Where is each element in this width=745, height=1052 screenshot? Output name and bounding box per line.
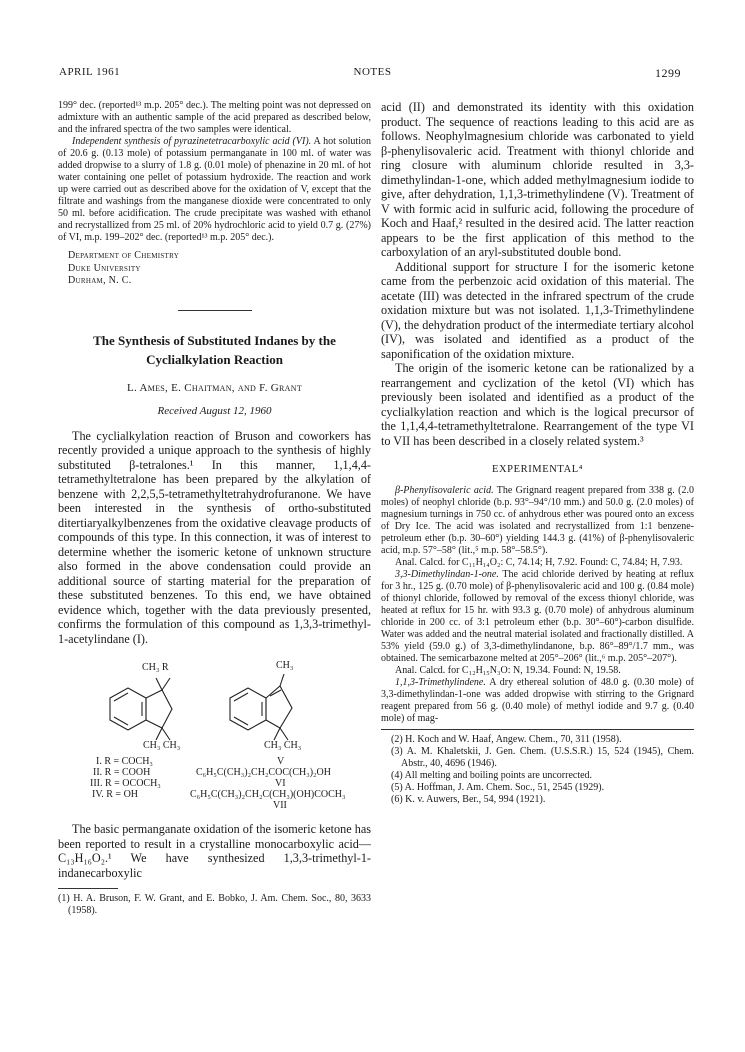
previous-article-text: 199° dec. (reported¹³ m.p. 205° dec.). The melting point was not depressed on admixture with an authentic sample of the acid prepared as described below, and the infrared spectra of the two samples were identical.	[58, 100, 371, 135]
article-title-line: The Synthesis of Substituted Indanes by the	[93, 332, 336, 348]
compound-label: III. R = OCOCH₃	[90, 778, 161, 789]
right-column	[381, 100, 694, 806]
received-date: Received August 12, 1960	[157, 404, 272, 417]
compound-label: I. R = COCH₃	[96, 756, 153, 767]
article-title	[58, 331, 371, 369]
affiliation-line: Durham, N. C.	[68, 275, 132, 286]
cyclopentene-ring-right	[266, 686, 292, 728]
experimental-entry-text: The acid chloride derived by heating at reflux for 3 hr., 125 g. (0.70 mole) of β-phenylisovaleric acid and 100 g. (0.84 mole) of thionyl chloride, followed by removal of the excess thionyl chloride, was heated at reflux for 15 hr. with 93.3 g. (0.70 mole) of anhydrous aluminum chloride in 200 cc. of 3:1 petroleum ether (b.p. 30°–60°)-carbon disulfide. Water was added and the neutral material isolated and fractionally distilled. A 53% yield (59.0 g.) of 3,3-dimethylindanone, b.p. 86°–89°/1.7 mm., was obtained. The semicarbazone melted at 205°–206° (lit.,⁶ m.p. 205°–207°).	[381, 569, 694, 664]
left-column	[58, 100, 371, 917]
footnote: (6) K. v. Auwers, Ber., 54, 994 (1921).	[391, 794, 546, 805]
continued-paragraph: acid (II) and demonstrated its identity with this oxidation product. The sequence of reactions leading to this acid are as follows. Neophylmagnesium chloride was carbonated to yield β-phenylisovaleric acid. Treatment with thionyl chloride and ring closure with aluminum chloride resulted in 3,3-dimethylindan-1-one, which added methylmagnesium iodide to give, after dehydration, 1,1,3-trimethylindene (V). Treatment of V with formic acid in sulfuric acid, following the procedure of Koch and Haaf,² resulted in the desired acid. The latter reaction appears to be the first application of this method to the carboxylation of an aryl-substituted double bond.	[381, 100, 694, 259]
article-title-line: Cyclialkylation Reaction	[146, 351, 283, 367]
affiliation	[58, 250, 371, 288]
article-authors: L. Ames, E. Chaitman, and F. Grant	[126, 381, 303, 394]
formula-vi: C₆H₅C(CH₃)₂CH₂COC(CH₃)₂OH	[196, 767, 331, 778]
label-ch3-r: CH₃ R	[142, 662, 169, 673]
cyclopentane-ring-left	[146, 690, 172, 728]
footnote-rule	[381, 729, 694, 730]
experimental-entry-title: 3,3-Dimethylindan-1-one.	[395, 569, 499, 580]
previous-section-text: A hot solution of 20.6 g. (0.13 mole) of potassium permanganate in 100 ml. of water was added dropwise to a slurry of 1.8 g. (0.01 mole) of phenazine in 20 ml. of hot water containing one pellet of potassium hydroxide. The reaction and work up were carried out as described above for the oxidation of V, except that the filtrate and washings from the manganese dioxide were concentrated to only 50 ml. before acidification. The crude precipitate was washed with ethanol and recrystallized from 25 ml. of 20% hydrochloric acid to yield 0.7 g. (27%) of VI, m.p. 199–202° dec. (reported¹³ m.p. 205° dec.).	[58, 136, 371, 243]
experimental-entry	[381, 569, 694, 665]
label-ch3-ch3-right: CH₃ CH₃	[264, 740, 302, 751]
experimental-entry	[381, 485, 694, 557]
article-separator-rule	[178, 310, 252, 311]
experimental-entry-title: β-Phenylisovaleric acid.	[395, 485, 494, 496]
oxidation-paragraph: The basic permanganate oxidation of the isomeric ketone has been reported to result in a crystalline monocarboxylic acid—C₁₃H₁₆O₂.¹ We have synthesized 1,3,3-trimethyl-1-indanecarboxylic	[58, 822, 371, 880]
experimental-entry-title: 1,1,3-Trimethylindene.	[395, 677, 486, 688]
label-ch3-top: CH₃	[276, 660, 294, 671]
footnote-rule	[58, 888, 118, 889]
formula-vii: C₆H₅C(CH₃)₂CH₂C(CH₃)(OH)COCH₃	[190, 789, 346, 800]
label-compound-v: V	[277, 756, 285, 767]
running-header-date: APRIL 1961	[59, 66, 121, 78]
analysis-line: Anal. Calcd. for C₁₂H₁₅N₃O: N, 19.34. Found: N, 19.58.	[395, 665, 621, 676]
compound-label: II. R = COOH	[93, 767, 151, 778]
benzene-ring-right	[230, 688, 266, 730]
footnote: (3) A. M. Khaletskii, J. Gen. Chem. (U.S.S.R.) 15, 524 (1945), Chem. Abstr., 40, 4696 (1946).	[391, 746, 694, 769]
previous-article-section	[58, 136, 371, 244]
footnote: (2) H. Koch and W. Haaf, Angew. Chem., 70, 311 (1958).	[391, 734, 622, 745]
affiliation-line: Department of Chemistry	[68, 250, 180, 261]
benzene-ring-left	[110, 688, 146, 730]
structure-figure	[58, 652, 371, 866]
label-compound-vii: VII	[273, 800, 287, 811]
footnote: (1) H. A. Bruson, F. W. Grant, and E. Bobko, J. Am. Chem. Soc., 80, 3633 (1958).	[58, 893, 371, 916]
page-number: 1299	[655, 66, 681, 80]
intro-paragraph: The cyclialkylation reaction of Bruson and coworkers has recently provided a unique approach to the synthesis of highly substituted β-tetralones.¹ In this manner, 1,1,4,4-tetramethyltetralone has been prepared by the alkylation of benzene with 2,2,5,5-tetramethyltetrahydrofuranone. We have been interested in the synthesis of ortho-substituted ditertiaryalkylbenzenes from the oxidative cleavage products of compounds of this type. In this connection, it was of interest to determine whether the isomeric ketone of unknown structure also formed in the above condensation could provide an additional source of starting material for the preparation of these substituted benzenes. To this end, we have obtained evidence which, together with the data previously presented, confirms the formulation of this compound as 1,3,3-trimethyl-1-acetylindane (I).	[58, 428, 371, 646]
affiliation-line: Duke University	[68, 262, 141, 274]
label-ch3-ch3-left: CH₃ CH₃	[143, 740, 181, 751]
origin-paragraph: The origin of the isomeric ketone can be rationalized by a rearrangement and cyclization of the ketol (VI) which has previously been isolated and identified as a product of the cyclialkylation reaction and which is the logical precursor of the 1,1,4,4-tetramethyltetralone. Rearrangement of the type VI to VII has been described in a closely related system.³	[381, 361, 694, 448]
running-header-section: NOTES	[353, 66, 392, 78]
previous-section-title: Independent synthesis of pyrazinetetracarboxylic acid (VI).	[72, 136, 312, 147]
compound-label: IV. R = OH	[92, 789, 139, 800]
experimental-entry-text: The Grignard reagent prepared from 338 g. (2.0 moles) of neophyl chloride (b.p. 93°–94°/10 mm.) and 50.0 g. (2.0 moles) of magnesium turnings in 750 cc. of anhydrous ether was poured onto an excess of Dry Ice. The acid was isolated and recrystallized from 1:1 benzene-petroleum ether (b.p. 30–60°) yielding 144.3 g. (41%) of β-phenylisovaleric acid, m.p. 57°–58° (lit.,⁵ m.p. 58°–58.5°).	[381, 485, 694, 556]
analysis-line: Anal. Calcd. for C₁₁H₁₄O₂: C, 74.14; H, 7.92. Found: C, 74.84; H, 7.93.	[395, 557, 683, 568]
footnote-list	[381, 734, 694, 806]
label-compound-vi: VI	[275, 778, 286, 789]
support-paragraph: Additional support for structure I for the isomeric ketone came from the perbenzoic acid oxidation of this material. The acetate (III) was detected in the infrared spectrum of the crude oxidation mixture but was not isolated. 1,1,3-Trimethylindene (V), the dehydration product of the intermediate tertiary alcohol (IV), was isolated and identified as a product of the saponification of the oxidation mixture.	[381, 259, 694, 361]
experimental-entry	[381, 677, 694, 725]
experimental-entry-text: A dry ethereal solution of 48.0 g. (0.30 mole) of 3,3-dimethylindan-1-one was added dropwise with stirring to the Grignard reagent prepared from 56 g. (0.40 mole) of methyl iodide and 9.7 g. (0.40 mole) of mag-	[381, 677, 694, 724]
footnote: (5) A. Hoffman, J. Am. Chem. Soc., 51, 2545 (1929).	[391, 782, 605, 793]
experimental-heading: EXPERIMENTAL⁴	[491, 464, 584, 475]
footnote: (4) All melting and boiling points are uncorrected.	[391, 770, 593, 781]
